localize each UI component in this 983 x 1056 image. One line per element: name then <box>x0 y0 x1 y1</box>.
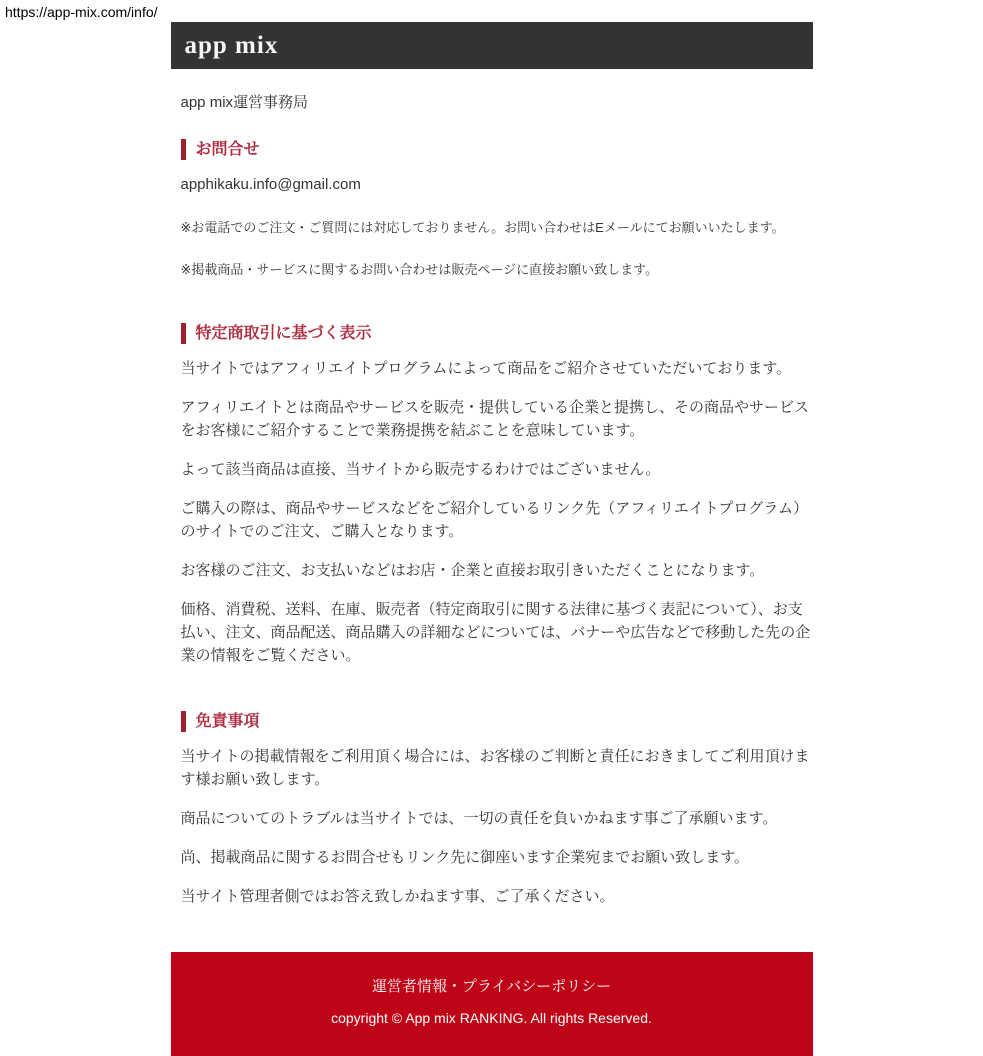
commerce-paragraph: アフィリエイトとは商品やサービスを販売・提供している企業と提携し、その商品やサービスをお客様にご紹介することで業務提携を結ぶことを意味しています。 <box>180 399 810 439</box>
disclaimer-paragraph: 当サイト管理者側ではお答え致しかねます事、ご了承ください。 <box>180 888 615 905</box>
page-url: https://app-mix.com/info/ <box>5 4 158 20</box>
site-footer <box>171 952 813 1056</box>
footer-privacy-policy-link[interactable]: 運営者情報・プライバシーポリシー <box>371 978 612 995</box>
section-heading-commerce-law: 特定商取引に基づく表示 <box>181 323 813 344</box>
content-container <box>171 22 813 1056</box>
contact-note: ※掲載商品・サービスに関するお問い合わせは販売ページに直接お願い致します。 <box>180 262 659 277</box>
section-heading-contact: お問合せ <box>181 139 813 160</box>
contact-email: apphikaku.info@gmail.com <box>180 176 361 193</box>
site-title[interactable]: app mix <box>184 31 279 59</box>
contact-note: ※お電話でのご注文・ご質問には対応しておりません。お問い合わせはEメールにてお願いいたします。 <box>180 220 785 235</box>
commerce-paragraph: よって該当商品は直接、当サイトから販売するわけではございません。 <box>180 461 661 478</box>
section-heading-disclaimer: 免責事項 <box>181 711 813 732</box>
operator-name: app mix運営事務局 <box>180 94 309 111</box>
footer-copyright: copyright © App mix RANKING. All rights Reserved. <box>331 1010 652 1026</box>
site-header <box>171 22 813 69</box>
commerce-paragraph: 価格、消費税、送料、在庫、販売者（特定商取引に関する法律に基づく表記について）、お支払い、注文、商品配送、商品購入の詳細などについては、バナーや広告などで移動した先の企業の情報をご覧ください。 <box>180 601 811 664</box>
disclaimer-paragraph: 商品についてのトラブルは当サイトでは、一切の責任を負いかねます事ご了承願います。 <box>180 810 778 827</box>
disclaimer-paragraph: 尚、掲載商品に関するお問合せもリンク先に御座います企業宛までお願い致します。 <box>180 849 750 866</box>
commerce-paragraph: お客様のご注文、お支払いなどはお店・企業と直接お取引きいただくことになります。 <box>180 562 765 579</box>
commerce-paragraph: 当サイトではアフィリエイトプログラムによって商品をご紹介させていただいております。 <box>180 360 792 377</box>
commerce-paragraph: ご購入の際は、商品やサービスなどをご紹介しているリンク先（アフィリエイトプログラム）のサイトでのご注文、ご購入となります。 <box>180 500 809 540</box>
disclaimer-paragraph: 当サイトの掲載情報をご利用頂く場合には、お客様のご判断と責任におきましてご利用頂けます様お願い致します。 <box>180 748 810 788</box>
